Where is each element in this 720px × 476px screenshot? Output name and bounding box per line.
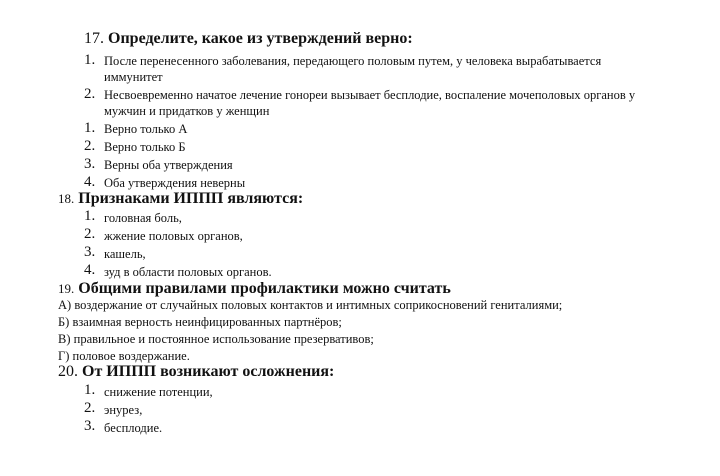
- option-text: жжение половых органов,: [104, 229, 243, 243]
- question-19-heading: [58, 280, 451, 298]
- option-number: 3.: [84, 418, 96, 434]
- answer-option: Б) взаимная верность неинфицированных партнёров;: [58, 315, 342, 329]
- question-20-heading: [58, 363, 334, 381]
- option-text: энурез,: [104, 403, 143, 417]
- option-text: бесплодие.: [104, 421, 163, 435]
- statement-text: иммунитет: [104, 70, 163, 84]
- option-text: Верны оба утверждения: [104, 158, 233, 172]
- option-text: зуд в области половых органов.: [104, 265, 272, 279]
- option-number: 4.: [84, 262, 96, 278]
- option-number: 2.: [84, 226, 96, 242]
- question-18-heading: [58, 190, 303, 208]
- statement-text: мужчин и придатков у женщин: [104, 104, 270, 118]
- option-text: Верно только Б: [104, 140, 186, 154]
- question-title: Определите, какое из утверждений верно:: [108, 30, 413, 47]
- option-text: Оба утверждения неверны: [104, 176, 246, 190]
- statement-number: 2.: [84, 86, 96, 102]
- question-title: От ИППП возникают осложнения:: [82, 363, 335, 380]
- option-text: кашель,: [104, 247, 146, 261]
- option-number: 1.: [84, 208, 96, 224]
- question-number: 20.: [58, 363, 78, 380]
- option-number: 3.: [84, 156, 96, 172]
- statement-text: Несвоевременно начатое лечение гонореи вызывает бесплодие, воспаление мочеполовых органов у: [104, 88, 636, 102]
- option-text: головная боль,: [104, 211, 182, 225]
- statement-text: После перенесенного заболевания, передающего половым путем, у человека вырабатывается: [104, 54, 602, 68]
- question-title: Общими правилами профилактики можно считать: [78, 280, 451, 297]
- answer-option: А) воздержание от случайных половых контактов и интимных соприкосновений гениталиями;: [58, 298, 563, 312]
- answer-option: Г) половое воздержание.: [58, 349, 190, 363]
- question-number: 19.: [58, 281, 75, 296]
- option-text: снижение потенции,: [104, 385, 213, 399]
- statement-number: 1.: [84, 52, 96, 68]
- question-17-heading: [84, 30, 413, 48]
- option-number: 3.: [84, 244, 96, 260]
- question-title: Признаками ИППП являются:: [78, 190, 304, 207]
- question-number: 18.: [58, 191, 75, 206]
- option-number: 2.: [84, 138, 96, 154]
- question-number: 17.: [84, 30, 104, 47]
- option-number: 1.: [84, 382, 96, 398]
- option-number: 1.: [84, 120, 96, 136]
- option-number: 2.: [84, 400, 96, 416]
- option-text: Верно только А: [104, 122, 188, 136]
- option-number: 4.: [84, 174, 96, 190]
- answer-option: В) правильное и постоянное использование презервативов;: [58, 332, 374, 346]
